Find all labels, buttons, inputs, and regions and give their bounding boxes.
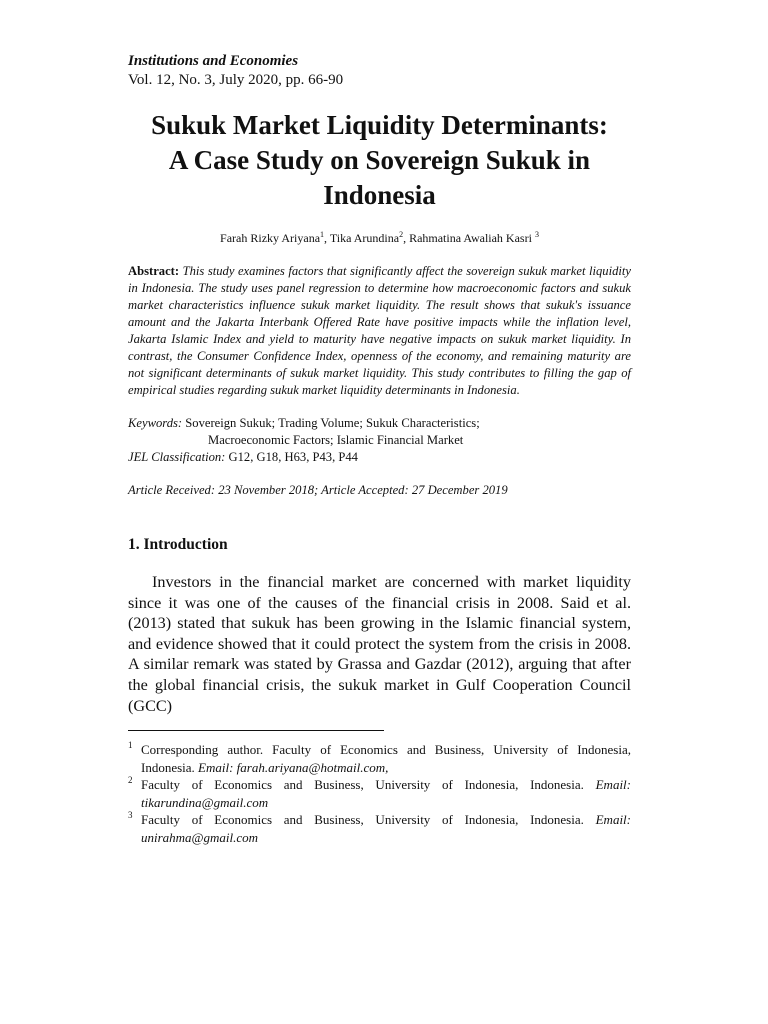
- footnote-text: Faculty of Economics and Business, University of Indonesia, Indonesia.: [141, 812, 596, 828]
- author-list: Farah Rizky Ariyana$^1$, Tika Arundina$^2$, Rahmatina Awaliah Kasri $^3$: [220, 230, 539, 245]
- footnote-mark: 1: [128, 740, 133, 751]
- footnote-email: Email: tikarundina@gmail.com: [141, 777, 631, 810]
- footnote-item: [128, 776, 631, 811]
- abstract-label: Abstract:: [128, 264, 180, 278]
- author-name: Tika Arundina: [329, 231, 400, 245]
- author-mark: 3: [534, 230, 539, 239]
- author-name: Rahmatina Awaliah Kasri: [409, 231, 535, 245]
- abstract-text: This study examines factors that significantly affect the sovereign sukuk market liquidity in Indonesia. The study uses panel regression to determine how macroeconomic factors and sukuk market characteristics influence sukuk market liquidity. The result shows that sukuk's issuance amount and the Jakarta Interbank Offered Rate have positive impacts while the inflation level, Jakarta Islamic Index and yield to maturity have negative impacts on sukuk market liquidity. In contrast, the Consumer Confidence Index, openness of the economy, and remaining maturity are not significant determinants of sukuk market liquidity. This study contributes to filling the gap of empirical studies regarding sukuk market liquidity determinants in Indonesia.: [128, 264, 631, 397]
- footnote-mark: 2: [128, 775, 133, 786]
- footnote-text: Corresponding author. Faculty of Economics and Business, University of Indonesia, Indonesia.: [141, 742, 631, 775]
- paper-page: [128, 52, 631, 846]
- keywords-block: [128, 415, 631, 466]
- footnote-text: Faculty of Economics and Business, University of Indonesia, Indonesia.: [141, 777, 596, 793]
- author-mark: 2: [399, 230, 404, 239]
- abstract: [128, 263, 631, 399]
- footnote-email: Email: farah.ariyana@hotmail.com,: [198, 759, 389, 775]
- section-heading: 1. Introduction: [128, 536, 228, 553]
- article-dates: Article Received: 23 November 2018; Article Accepted: 27 December 2019: [128, 483, 508, 497]
- footnote-divider: [128, 730, 384, 731]
- keywords-label: Keywords:: [128, 416, 183, 430]
- paper-title: Sukuk Market Liquidity Determinants: A Case Study on Sovereign Sukuk in Indonesia: [151, 110, 608, 210]
- author-mark: 1: [320, 230, 325, 239]
- footnote-email: Email: unirahma@gmail.com: [141, 812, 631, 845]
- journal-name: Institutions and Economies: [128, 53, 299, 69]
- author-name: Farah Rizky Ariyana: [220, 231, 321, 245]
- jel-codes: G12, G18, H63, P43, P44: [228, 450, 358, 464]
- introduction-paragraph: Investors in the financial market are concerned with market liquidity since it was one of the causes of the financial crisis in 2008. Said et al. (2013) stated that sukuk has been growing in the Islamic financial system, and evidence showed that it could protect the system from the crisis in 2008. A similar remark was stated by Grassa and Gazdar (2012), arguing that after the global financial crisis, the sukuk market in Gulf Cooperation Council (GCC): [128, 573, 631, 715]
- footnotes: [128, 741, 631, 846]
- footnote-item: [128, 811, 631, 846]
- journal-volume: Vol. 12, No. 3, July 2020, pp. 66-90: [128, 72, 344, 88]
- keywords-line-2: Macroeconomic Factors; Islamic Financial Market: [208, 433, 464, 447]
- jel-label: JEL Classification:: [128, 450, 226, 464]
- footnote-mark: 3: [128, 810, 133, 821]
- footnote-item: [128, 741, 631, 776]
- keywords-line-1: Sovereign Sukuk; Trading Volume; Sukuk Characteristics;: [185, 416, 480, 430]
